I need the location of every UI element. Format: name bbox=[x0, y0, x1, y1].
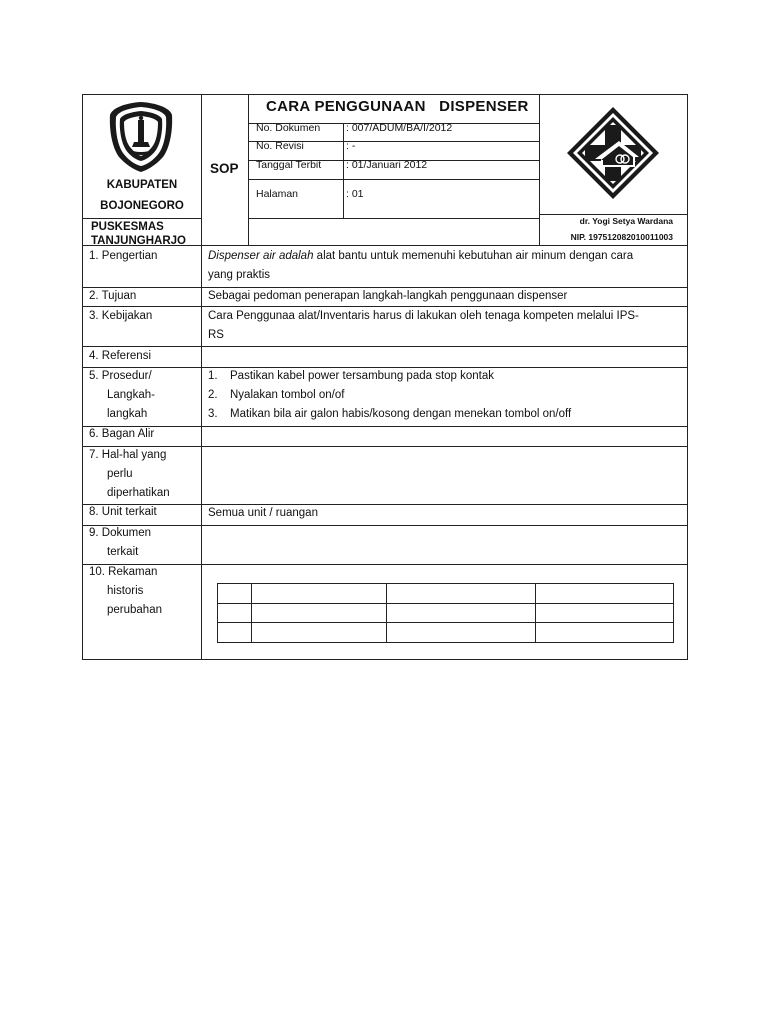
step-text: Nyalakan tombol on/of bbox=[230, 389, 345, 401]
bojonegoro-regency-emblem-icon bbox=[107, 101, 175, 173]
row-label-referensi: 4. Referensi bbox=[89, 350, 152, 362]
divider-row-9 bbox=[83, 525, 687, 526]
meta-label-dokumen: No. Dokumen bbox=[256, 122, 321, 134]
meta-label-revisi: No. Revisi bbox=[256, 140, 304, 152]
table-row bbox=[218, 603, 674, 623]
row-label-bagan-alir: 6. Bagan Alir bbox=[89, 428, 155, 440]
divider-left-column bbox=[201, 95, 202, 659]
step-number: 2. bbox=[208, 389, 218, 401]
row-label-dokumen-terkait bbox=[89, 524, 151, 562]
table-cell bbox=[251, 603, 386, 623]
table-cell bbox=[218, 584, 252, 604]
puskesmas-line2: TANJUNGHARJO bbox=[91, 235, 186, 247]
prosedur-step bbox=[208, 367, 571, 386]
org-block bbox=[83, 175, 201, 217]
sop-document bbox=[82, 94, 688, 660]
revision-history-table bbox=[217, 583, 674, 643]
table-row bbox=[218, 623, 674, 643]
signer-nip: NIP. 197512082010011003 bbox=[570, 232, 673, 242]
table-cell bbox=[386, 603, 536, 623]
table-cell bbox=[536, 584, 674, 604]
dokumen-line1: 9. Dokumen bbox=[89, 527, 152, 539]
row-text-pengertian bbox=[208, 247, 684, 285]
divider-meta-label-column bbox=[343, 123, 344, 219]
step-number: 1. bbox=[208, 370, 218, 382]
prosedur-step bbox=[208, 405, 571, 424]
puskesmas-logo-icon bbox=[565, 105, 661, 201]
divider-sop-column bbox=[248, 95, 249, 245]
prosedur-step bbox=[208, 386, 571, 405]
divider-logo-column bbox=[539, 95, 540, 245]
divider-row-6 bbox=[83, 426, 687, 427]
row-label-kebijakan: 3. Kebijakan bbox=[89, 310, 153, 322]
document-title: CARA PENGGUNAAN DISPENSER bbox=[266, 98, 529, 115]
meta-value-tanggal: : 01/Januari 2012 bbox=[346, 159, 428, 171]
sop-label: SOP bbox=[210, 161, 239, 176]
org-name-line1: KABUPATEN bbox=[106, 179, 178, 191]
meta-value-revisi: : - bbox=[346, 140, 356, 152]
puskesmas-block bbox=[91, 220, 186, 248]
step-number: 3. bbox=[208, 408, 218, 420]
row-label-rekaman bbox=[89, 563, 162, 620]
row-label-unit-terkait: 8. Unit terkait bbox=[89, 506, 157, 518]
hal-hal-line1: 7. Hal-hal yang bbox=[89, 449, 167, 461]
row-text-tujuan: Sebagai pedoman penerapan langkah-langkah penggunaan dispenser bbox=[208, 290, 568, 302]
divider-row-7 bbox=[83, 446, 687, 447]
table-cell bbox=[386, 623, 536, 643]
puskesmas-line1: PUSKESMAS bbox=[91, 221, 164, 233]
rekaman-line2: historis bbox=[107, 585, 144, 597]
step-text: Pastikan kabel power tersambung pada stop kontak bbox=[230, 370, 495, 382]
table-cell bbox=[536, 603, 674, 623]
kebijakan-line2: RS bbox=[208, 329, 224, 341]
table-cell bbox=[251, 584, 386, 604]
prosedur-label-line3: langkah bbox=[107, 408, 148, 420]
rekaman-line3: perubahan bbox=[107, 604, 162, 616]
divider-meta-3 bbox=[248, 179, 539, 180]
pengertian-rest: alat bantu untuk memenuhi kebutuhan air minum dengan cara bbox=[313, 250, 634, 262]
meta-label-halaman: Halaman bbox=[256, 188, 299, 200]
table-cell bbox=[251, 623, 386, 643]
divider-row-10 bbox=[83, 564, 687, 565]
divider-logo-bottom bbox=[539, 214, 687, 215]
table-cell bbox=[536, 623, 674, 643]
row-text-kebijakan bbox=[208, 307, 686, 345]
rekaman-line1: 10. Rekaman bbox=[89, 566, 158, 578]
meta-value-dokumen: : 007/ADUM/BA/I/2012 bbox=[346, 122, 453, 134]
table-cell bbox=[386, 584, 536, 604]
prosedur-label-line1: 5. Prosedur/ bbox=[89, 370, 152, 382]
hal-hal-line2: perlu bbox=[107, 468, 133, 480]
pengertian-italic: Dispenser air adalah bbox=[208, 250, 314, 262]
table-row bbox=[218, 584, 674, 604]
signer-name: dr. Yogi Setya Wardana bbox=[579, 216, 673, 226]
row-label-pengertian: 1. Pengertian bbox=[89, 250, 158, 262]
meta-label-tanggal: Tanggal Terbit bbox=[256, 159, 322, 171]
org-name-line2: BOJONEGORO bbox=[100, 200, 184, 212]
kebijakan-line1: Cara Penggunaa alat/Inventaris harus di lakukan oleh tenaga kompeten melalui IPS- bbox=[208, 310, 639, 322]
table-cell bbox=[218, 623, 252, 643]
prosedur-steps bbox=[208, 367, 571, 424]
row-text-unit-terkait: Semua unit / ruangan bbox=[208, 507, 318, 519]
dokumen-line2: terkait bbox=[107, 546, 139, 558]
table-cell bbox=[218, 603, 252, 623]
row-label-hal-hal bbox=[89, 446, 170, 503]
divider-kabupaten bbox=[83, 218, 201, 219]
hal-hal-line3: diperhatikan bbox=[107, 487, 170, 499]
divider-row-4 bbox=[83, 346, 687, 347]
divider-meta-bottom bbox=[248, 218, 539, 219]
pengertian-line2: yang praktis bbox=[208, 269, 271, 281]
row-label-prosedur bbox=[89, 367, 155, 424]
meta-value-halaman: : 01 bbox=[346, 188, 364, 200]
divider-row-8 bbox=[83, 504, 687, 505]
prosedur-label-line2: Langkah- bbox=[107, 389, 155, 401]
step-text: Matikan bila air galon habis/kosong dengan menekan tombol on/off bbox=[230, 408, 572, 420]
row-label-tujuan: 2. Tujuan bbox=[89, 290, 137, 302]
